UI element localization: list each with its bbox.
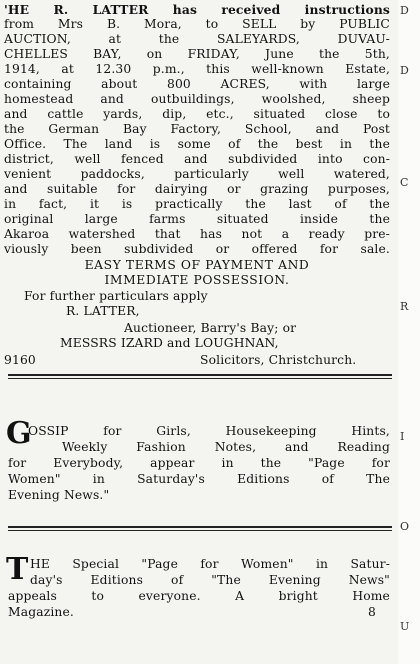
advert-line: OSSIP for Girls, Housekeeping Hints, [28, 424, 390, 438]
drop-cap: T [6, 552, 29, 587]
advert-line: Magazine. [8, 605, 74, 619]
advert-line: containing about 800 ACRES, with large [4, 77, 390, 91]
advert-line: the German Bay Factory, School, and Post [4, 122, 390, 136]
margin-letter: I [400, 430, 405, 443]
agent-name: R. LATTER, [66, 304, 140, 318]
advert-line: original large farms situated inside the [4, 212, 390, 226]
advert-line: 'HE R. LATTER has received instructions [4, 2, 390, 17]
advert-line: viously been subdivided or offered for sale. [4, 242, 390, 256]
terms-heading: IMMEDIATE POSSESSION. [104, 273, 290, 287]
advert-line: for Everybody, appear in the "Page for [8, 456, 390, 470]
advert-line: in fact, it is practically the last of the [4, 197, 390, 211]
advert-line: Akaroa watershed that has not a ready pre- [4, 227, 390, 241]
advert-line: and cattle yards, dip, etc., situated close to [4, 107, 390, 121]
ref-number: 9160 [4, 353, 36, 367]
advert-line: day's Editions of "The Evening News" [30, 573, 390, 587]
advert-line: venient paddocks, particularly well watered, [4, 167, 390, 181]
terms-heading: EASY TERMS OF PAYMENT AND [84, 258, 310, 272]
advert-line: HE Special "Page for Women" in Satur- [30, 557, 390, 571]
advert-line: CHELLES BAY, on FRIDAY, June the 5th, [4, 47, 390, 61]
margin-letter: C [400, 176, 409, 189]
section-divider [8, 374, 392, 376]
advert-line: Office. The land is some of the best in the [4, 137, 390, 151]
advert-line: homestead and outbuildings, woolshed, sheep [4, 92, 390, 106]
margin-letter: D [400, 4, 409, 17]
advert-line: AUCTION, at the SALEYARDS, DUVAU- [4, 32, 390, 46]
section-divider [8, 378, 392, 379]
adjacent-column-margin [398, 0, 420, 664]
advert-line: from Mrs B. Mora, to SELL by PUBLIC [4, 17, 390, 31]
margin-letter: O [400, 520, 410, 533]
advert-line: district, well fenced and subdivided into con- [4, 152, 390, 166]
advert-line: and suitable for dairying or grazing purposes, [4, 182, 390, 196]
advert-line: Weekly Fashion Notes, and Reading [62, 440, 390, 454]
end-mark: 8 [368, 605, 376, 619]
drop-cap: G [6, 416, 32, 451]
agent-title: Auctioneer, Barry's Bay; or [124, 321, 297, 335]
advert-line: Women" in Saturday's Editions of The [8, 472, 390, 486]
further-particulars: For further particulars apply [24, 289, 208, 303]
section-divider [8, 530, 392, 531]
solicitors-name: MESSRS IZARD and LOUGHNAN, [60, 336, 279, 350]
section-divider [8, 526, 392, 528]
margin-letter: R [400, 300, 409, 313]
margin-letter: D [400, 64, 409, 77]
solicitors-title: Solicitors, Christchurch. [200, 353, 357, 367]
advert-line: Evening News." [8, 488, 110, 502]
advert-line: appeals to everyone. A bright Home [8, 589, 390, 603]
margin-letter: U [400, 620, 410, 633]
advert-line: 1914, at 12.30 p.m., this well-known Estate, [4, 62, 390, 76]
